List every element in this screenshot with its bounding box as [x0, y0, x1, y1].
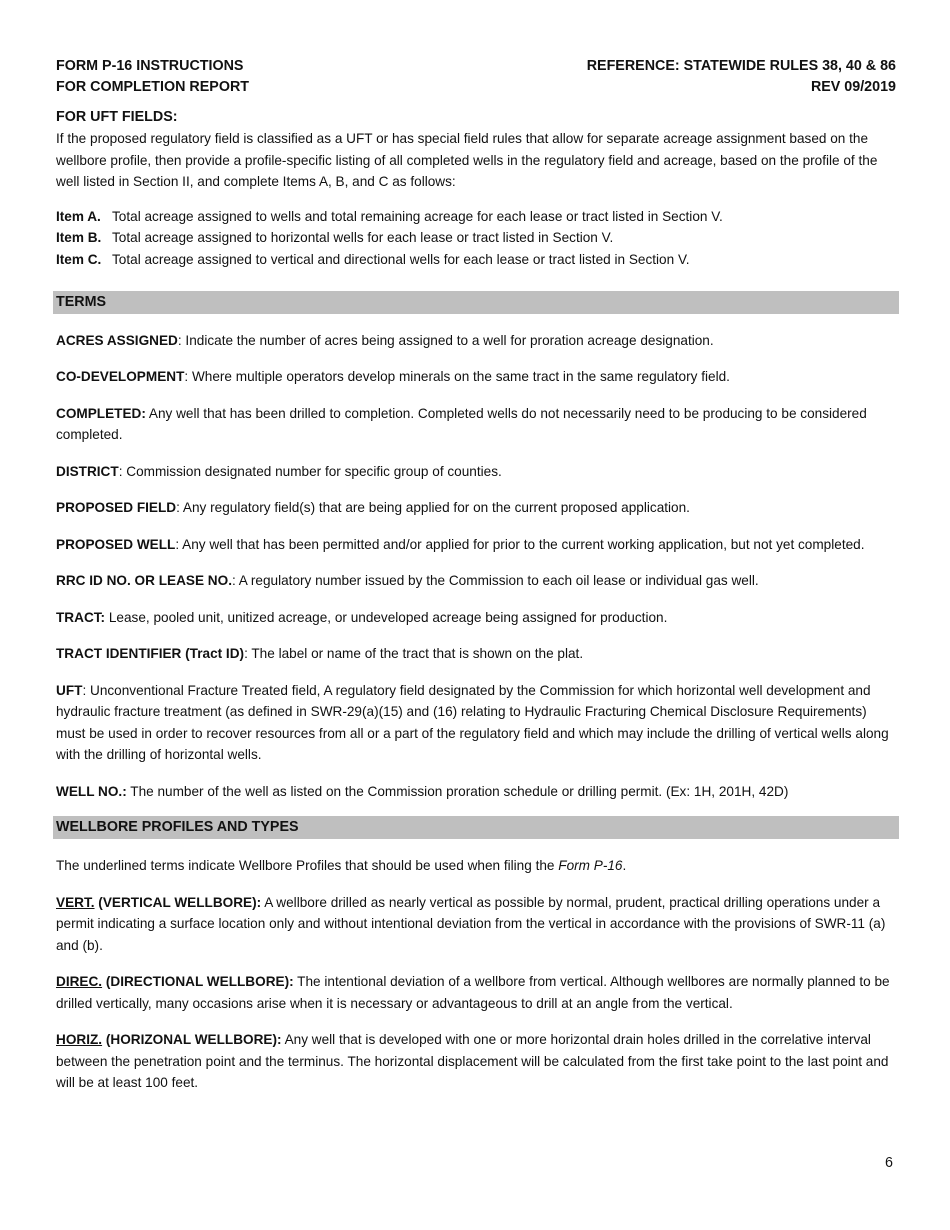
uft-items-list [56, 206, 896, 271]
header-right [587, 56, 896, 98]
term-definition: Lease, pooled unit, unitized acreage, or undeveloped acreage being assigned for production. [108, 609, 668, 625]
term-definition: Unconventional Fracture Treated field, A regulatory field designated by the Commission for which horizontal well development and hydraulic fracture treatment (as defined in SWR-29(a)(15) and (16) relating to Hydraulic Fracturing Chemical Disclosure Requirements) must be used in order to recover resources from all or a part of the regulatory field and which may include the drilling of vertical wells along with the drilling of horizontal wells. [56, 682, 889, 763]
uft-section-title: FOR UFT FIELDS: [56, 109, 178, 125]
profile-definition: The intentional deviation of a wellbore from vertical. Although wellbores are normally planned to be drilled vertically, many occasions arise when it is necessary or advantageous to drill at an angle from the vertical. [56, 974, 890, 1011]
revision-date: REV 09/2019 [810, 79, 896, 95]
profile-name: (DIRECTIONAL WELLBORE): [102, 974, 294, 990]
term-definition: Any well that has been permitted and/or applied for prior to the current working application, but not yet completed. [182, 536, 865, 552]
item-text: Total acreage assigned to vertical and directional wells for each lease or tract listed in Section V. [112, 252, 690, 268]
term-proposed-well: PROPOSED WELL: Any well that has been permitted and/or applied for prior to the current working application, but not yet completed. [56, 536, 865, 552]
profile-abbr: HORIZ. [56, 1032, 103, 1048]
form-name: Form P-16 [558, 858, 623, 874]
term-label: DISTRICT [56, 463, 119, 479]
term-district: DISTRICT: Commission designated number for specific group of counties. [56, 463, 502, 479]
term-tract-identifier: TRACT IDENTIFIER (Tract ID): The label or name of the tract that is shown on the plat. [56, 646, 584, 662]
profile-directional [56, 971, 896, 1014]
term-uft: UFT: Unconventional Fracture Treated field, A regulatory field designated by the Commission for which horizontal well development and hydraulic fracture treatment (as defined in SWR-29(a)(15) and (16) relating to Hydraulic Fracturing Chemical Disclosure Requirements) must be used in order to recover resources from all or a part of the regulatory field and which may include the drilling of vertical wells along with the drilling of horizontal wells. [56, 682, 889, 763]
item-label: Item C. [56, 252, 102, 268]
term-label: PROPOSED WELL [56, 536, 176, 552]
wellbore-intro: The underlined terms indicate Wellbore Profiles that should be used when filing the Form P-16. [56, 858, 627, 874]
term-label: TRACT: [56, 609, 106, 625]
form-title: FORM P-16 INSTRUCTIONS [56, 58, 244, 74]
item-b [56, 227, 896, 249]
term-label: CO-DEVELOPMENT [56, 369, 185, 385]
term-rrc-id: RRC ID NO. OR LEASE NO.: A regulatory number issued by the Commission to each oil lease or individual gas well. [56, 573, 759, 589]
term-label: COMPLETED: [56, 405, 146, 421]
document-page [56, 56, 896, 1094]
term-tract [56, 607, 896, 629]
term-completed [56, 403, 896, 446]
term-definition: The number of the well as listed on the Commission proration schedule or drilling permit. (Ex: 1H, 201H, 42D) [130, 783, 789, 799]
profile-abbr: DIREC. [56, 974, 103, 990]
page-header [56, 56, 896, 98]
item-text: Total acreage assigned to wells and total remaining acreage for each lease or tract listed in Section V. [112, 208, 723, 224]
term-label: WELL NO.: [56, 783, 127, 799]
term-definition: The label or name of the tract that is shown on the plat. [251, 646, 584, 662]
header-left [56, 56, 249, 98]
term-definition: A regulatory number issued by the Commission to each oil lease or individual gas well. [238, 573, 759, 589]
form-subtitle: FOR COMPLETION REPORT [56, 79, 250, 95]
term-proposed-field: PROPOSED FIELD: Any regulatory field(s) that are being applied for on the current proposed application. [56, 500, 690, 516]
uft-intro: If the proposed regulatory field is classified as a UFT or has special field rules that allow for separate acreage assignment based on the wellbore profile, then provide a profile-specific listing of all completed wells in the regulatory field and acreage, based on the profile of the well listed in Section II, and complete Items A, B, and C as follows: [56, 131, 878, 189]
item-a [56, 206, 896, 228]
profile-name: (VERTICAL WELLBORE): [94, 894, 262, 910]
profile-abbr: VERT. [56, 894, 95, 910]
page-number: 6 [885, 1155, 893, 1171]
terms-section-heading: TERMS [53, 291, 899, 314]
term-well-no [56, 781, 896, 803]
term-definition: Any well that has been drilled to completion. Completed wells do not necessarily need to be producing to be considered completed. [56, 405, 867, 443]
item-text: Total acreage assigned to horizontal wells for each lease or tract listed in Section V. [112, 230, 614, 246]
profile-name: (HORIZONAL WELLBORE): [102, 1032, 282, 1048]
item-label: Item B. [56, 230, 102, 246]
term-label: UFT [56, 682, 83, 698]
profile-definition: A wellbore drilled as nearly vertical as possible by normal, prudent, practical drilling operations under a permit indicating a surface location only and without intentional deviation from the vertical in accordance with the provisions of SWR-11 (a) and (b). [56, 894, 886, 953]
term-definition: Commission designated number for specific group of counties. [126, 463, 502, 479]
term-definition: Indicate the number of acres being assigned to a well for proration acreage designation. [185, 332, 714, 348]
term-label: PROPOSED FIELD [56, 500, 177, 516]
term-label: RRC ID NO. OR LEASE NO. [56, 573, 232, 589]
profile-vertical [56, 892, 896, 957]
term-label: TRACT IDENTIFIER (Tract ID) [56, 646, 245, 662]
item-c [56, 249, 896, 271]
wellbore-section-heading: WELLBORE PROFILES AND TYPES [53, 816, 899, 839]
item-label: Item A. [56, 208, 101, 224]
term-definition: Any regulatory field(s) that are being applied for on the current proposed application. [182, 500, 690, 516]
reference-rules: REFERENCE: STATEWIDE RULES 38, 40 & 86 [586, 58, 896, 74]
term-definition: Where multiple operators develop minerals on the same tract in the same regulatory field. [191, 369, 730, 385]
term-label: ACRES ASSIGNED [56, 332, 178, 348]
profile-horizontal [56, 1029, 896, 1094]
term-acres-assigned: ACRES ASSIGNED: Indicate the number of acres being assigned to a well for proration acreage designation. [56, 332, 714, 348]
profile-definition: Any well that is developed with one or more horizontal drain holes drilled in the correlative interval between the penetration point and the terminus. The horizontal displacement will be calculated from the first take point to the last point and will be at least 100 feet. [56, 1032, 889, 1091]
term-co-development: CO-DEVELOPMENT: Where multiple operators develop minerals on the same tract in the same regulatory field. [56, 369, 730, 385]
